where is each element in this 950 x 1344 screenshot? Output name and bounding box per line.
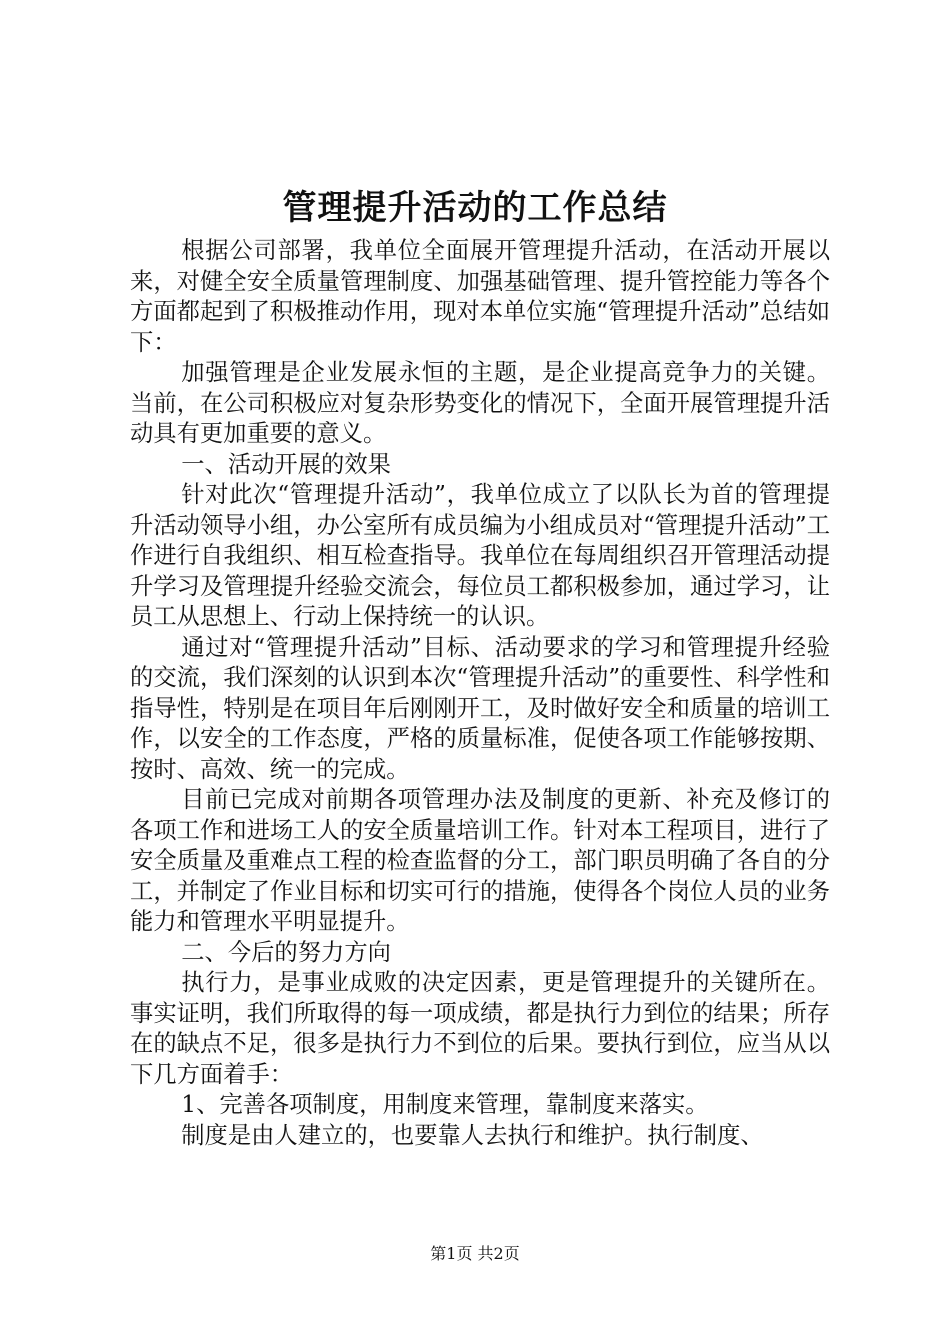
paragraph-execution: 执行力，是事业成败的决定因素，更是管理提升的关键所在。事实证明，我们所取得的每一项成绩，都是执行力到位的结果；所存在的缺点不足，很多是执行力不到位的后果。要执行到位，应当从以下几方面着手： <box>130 969 830 1088</box>
paragraph-system-rules: 制度是由人建立的，也要靠人去执行和维护。执行制度、 <box>181 1121 764 1149</box>
paragraph-completed-work: 目前已完成对前期各项管理办法及制度的更新、补充及修订的各项工作和进场工人的安全质量培训工作。针对本工程项目，进行了安全质量及重难点工程的检查监督的分工，部门职员明确了各自的分工，并制定了作业目标和切实可行的措施，使得各个岗位人员的业务能力和管理水平明显提升。 <box>130 786 830 935</box>
page-number: 第1页 共2页 <box>430 1244 520 1263</box>
paragraph-intro: 根据公司部署，我单位全面展开管理提升活动，在活动开展以来，对健全安全质量管理制度、加强基础管理、提升管控能力等各个方面都起到了积极推动作用，现对本单位实施“管理提升活动”总结如下： <box>130 237 830 356</box>
page-footer <box>0 1243 950 1265</box>
section-heading-2: 二、今后的努力方向 <box>181 938 391 966</box>
paragraph-importance: 加强管理是企业发展永恒的主题，是企业提高竞争力的关键。当前，在公司积极应对复杂形势变化的情况下，全面开展管理提升活动具有更加重要的意义。 <box>130 359 830 447</box>
list-item-1: 1、完善各项制度，用制度来管理，靠制度来落实。 <box>181 1091 709 1118</box>
paragraph-learning-exchange: 通过对“管理提升活动”目标、活动要求的学习和管理提升经验的交流，我们深刻的认识到本次“管理提升活动”的重要性、科学性和指导性，特别是在项目年后刚刚开工，及时做好安全和质量的培训工作，以安全的工作态度，严格的质量标准，促使各项工作能够按期、按时、高效、统一的完成。 <box>130 633 830 783</box>
section-heading-1: 一、活动开展的效果 <box>181 450 391 478</box>
document-title: 管理提升活动的工作总结 <box>282 188 668 228</box>
document-body <box>130 236 830 1151</box>
paragraph-leadership-group: 针对此次“管理提升活动”，我单位成立了以队长为首的管理提升活动领导小组，办公室所有成员编为小组成员对“管理提升活动”工作进行自我组织、相互检查指导。我单位在每周组织召开管理活动提升学习及管理提升经验交流会，每位员工都积极参加，通过学习，让员工从思想上、行动上保持统一的认识。 <box>130 481 830 630</box>
